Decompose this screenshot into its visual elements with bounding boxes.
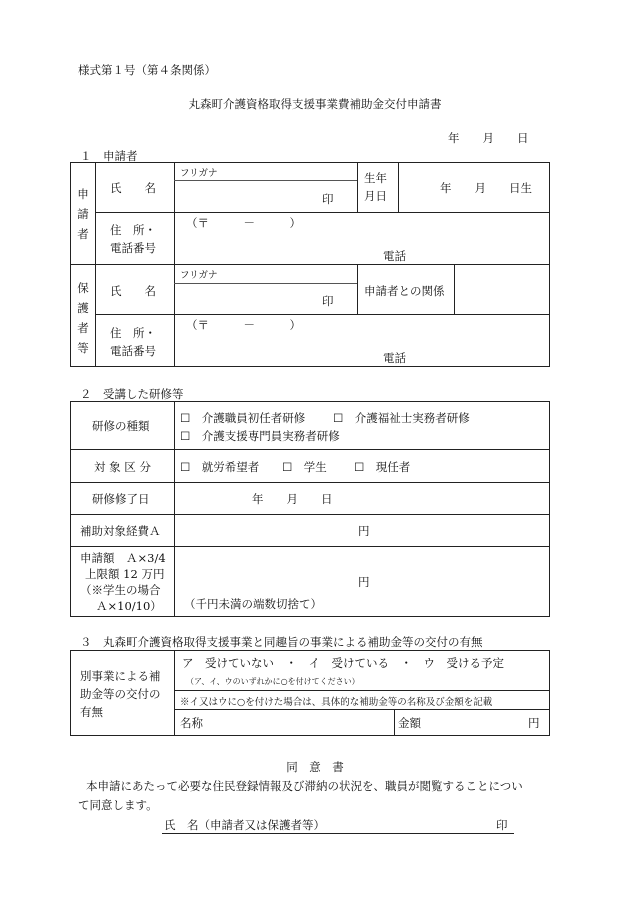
completion-value: 年 月 日 (252, 492, 333, 506)
guardian-furigana: フリガナ (180, 270, 218, 281)
subsidy-detail-note: ※イ又はウに○を付けた場合は、具体的な補助金等の名称及び金額を記載 (180, 697, 493, 708)
expense-yen: 円 (358, 524, 370, 538)
training-type-label: 研修の種類 (92, 419, 150, 433)
subsidy-amount-label: 金額 (398, 716, 421, 730)
completion-label: 研修修了日 (92, 492, 150, 506)
consent-body-1: 本申請にあたって必要な住民登録情報及び滞納の状況を、職員が閲覧することについ (86, 779, 523, 793)
category-option-3[interactable]: ☐ 現任者 (354, 460, 411, 474)
form-title: 丸森町介護資格取得支援事業費補助金交付申請書 (188, 97, 442, 111)
consent-body-2: て同意します。 (78, 798, 158, 812)
category-option-1[interactable]: ☐ 就労希望者 (180, 460, 260, 474)
request-label-2: 上限額 12 万円 (85, 567, 165, 581)
request-label-1: 申請額 Ａ×3/4 (80, 551, 166, 565)
training-option-1[interactable]: ☐ 介護職員初任者研修 (180, 411, 306, 425)
request-label-3: （※学生の場合 (80, 583, 161, 597)
other-subsidy-label-1: 別事業による補 (80, 669, 161, 683)
guardian-seal: 印 (322, 294, 334, 308)
date-line: 年 月 日 (448, 131, 529, 145)
request-label-4: Ａ×10/10） (96, 599, 162, 613)
consent-title: 同 意 書 (286, 760, 344, 774)
request-yen: 円 (358, 575, 370, 589)
section2-heading: ２ 受講した研修等 (80, 387, 184, 401)
category-label: 対 象 区 分 (94, 460, 151, 474)
signature-underline (162, 833, 514, 834)
guardian-name-label: 氏 名 (110, 284, 156, 298)
subsidy-name-label: 名称 (180, 716, 203, 730)
other-subsidy-label-3: 有無 (80, 705, 103, 719)
applicant-address-label-1: 住 所・ (110, 223, 156, 237)
applicant-phone: 電話 (383, 249, 406, 263)
subsidy-yen: 円 (528, 716, 540, 730)
section3-heading: ３ 丸森町介護資格取得支援事業と同趣旨の事業による補助金等の交付の有無 (80, 635, 483, 649)
applicant-name-label: 氏 名 (110, 181, 156, 195)
applicant-label: 申請者 (77, 187, 89, 241)
birth-value: 年 月 日生 (440, 181, 532, 195)
guardian-label: 保護者等 (77, 281, 89, 355)
rounding-note: （千円未満の端数切捨て） (184, 597, 322, 611)
applicant-postal: （〒 － ） (186, 216, 301, 230)
subsidy-options-note: （ア、イ、ウのいずれかに○を付けてください） (186, 677, 360, 686)
relation-label: 申請者との関係 (364, 284, 445, 298)
expense-label: 補助対象経費Ａ (80, 524, 161, 538)
consent-signature-label: 氏 名（申請者又は保護者等） (164, 818, 325, 832)
guardian-address-label-2: 電話番号 (110, 344, 156, 358)
guardian-address-label-1: 住 所・ (110, 326, 156, 340)
guardian-postal: （〒 － ） (186, 318, 301, 332)
guardian-phone: 電話 (383, 351, 406, 365)
birth-label-1: 生年 (364, 171, 387, 185)
section1-heading: １ 申請者 (80, 149, 138, 163)
birth-label-2: 月日 (364, 189, 387, 203)
applicant-furigana: フリガナ (180, 168, 218, 179)
applicant-seal: 印 (322, 192, 334, 206)
other-subsidy-label-2: 助金等の交付の (80, 687, 161, 701)
consent-seal: 印 (496, 818, 508, 832)
training-option-2[interactable]: ☐ 介護福祉士実務者研修 (333, 411, 470, 425)
training-option-3[interactable]: ☐ 介護支援専門員実務者研修 (180, 429, 340, 443)
category-option-2[interactable]: ☐ 学生 (282, 460, 327, 474)
form-number: 様式第１号（第４条関係） (78, 63, 216, 77)
applicant-address-label-2: 電話番号 (110, 241, 156, 255)
subsidy-options[interactable]: ア 受けていない ・ イ 受けている ・ ウ 受ける予定 (182, 656, 504, 670)
